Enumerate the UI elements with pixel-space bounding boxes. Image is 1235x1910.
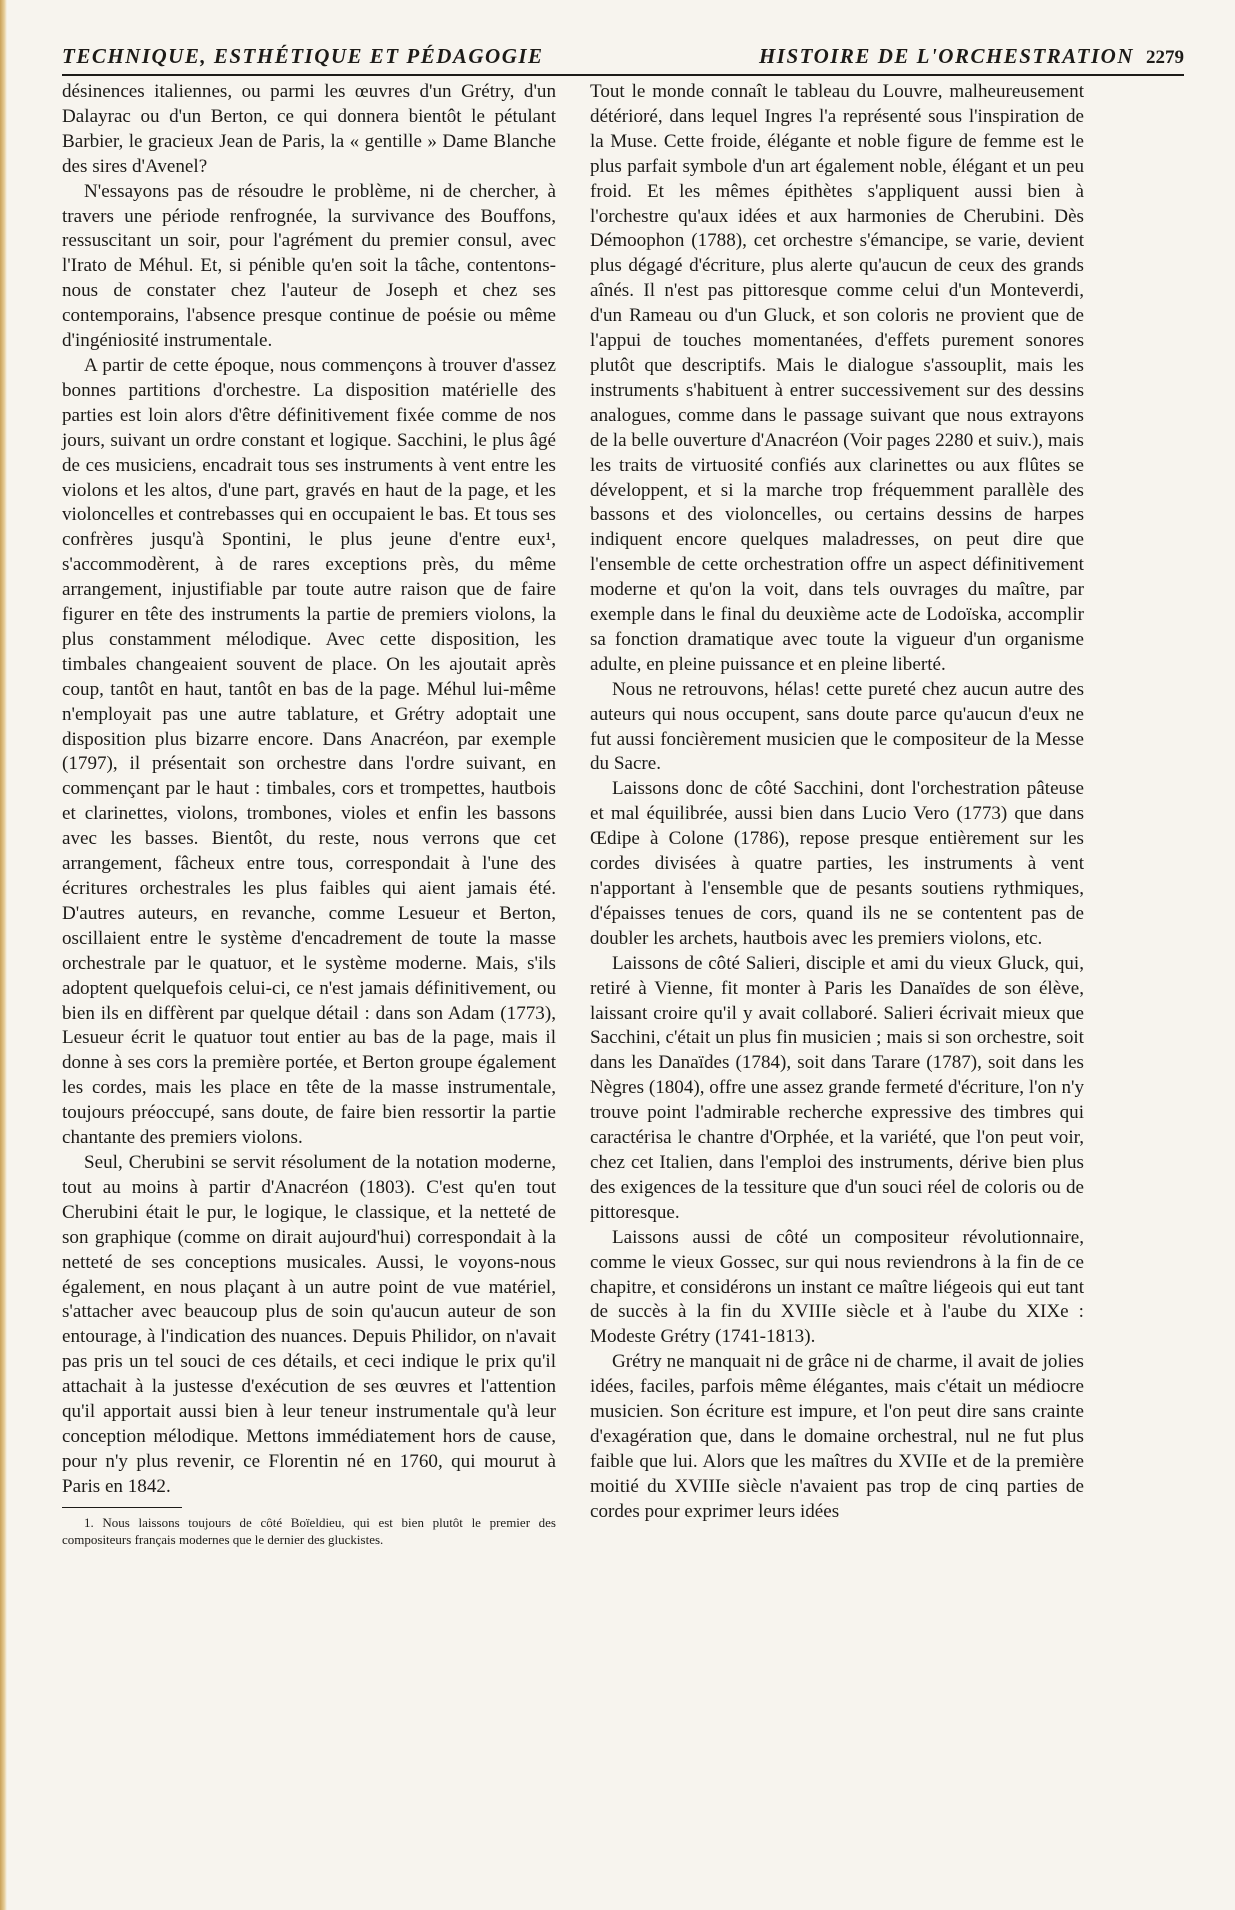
paragraph: Laissons aussi de côté un compositeur révolutionnaire, comme le vieux Gossec, sur qui nous reviendrons à la fin de ce chapitre, et considérons un instant ce maître liégeois qui eut tant de succès à la fin du XVIIIe siècle et à l'aube du XIXe : Modeste Grétry (1741-1813). bbox=[590, 1226, 1084, 1348]
paragraph: Seul, Cherubini se servit résolument de la notation moderne, tout au moins à partir d'Anacréon (1803). C'est qu'en tout Cherubini était le pur, le logique, le classique, et la netteté de son graphique (comme on dirait aujourd'hui) correspondait à la netteté de ses conceptions musicales. Aussi, le voyons-nous également, en nous plaçant à un autre point de vue matériel, s'attacher avec beaucoup plus de soin qu'aucun auteur de son entourage, à l'indication des nuances. Depuis Philidor, on n'avait pas pris un tel souci de ces détails, et ceci indique le prix qu'il attachait à la justesse d'exécution de ses œuvres et l'attention qu'il apportait aussi bien à leur teneur instrumentale qu'à leur conception mélodique. Mettons immédiatement hors de cause, pour n'y plus revenir, ce Florentin né en 1760, qui mourut à Paris en 1842. bbox=[62, 1151, 556, 1497]
page-edge bbox=[0, 0, 7, 1910]
paragraph: Nous ne retrouvons, hélas! cette pureté chez aucun autre des auteurs qui nous occupent, sans doute parce qu'aucun d'eux ne fut aussi foncièrement musicien que le compositeur de la Messe du Sacre. bbox=[590, 678, 1084, 775]
header-left-title: TECHNIQUE, ESTHÉTIQUE ET PÉDAGOGIE bbox=[62, 44, 544, 68]
running-header bbox=[62, 44, 1184, 76]
paragraph: désinences italiennes, ou parmi les œuvres d'un Grétry, d'un Dalayrac ou d'un Berton, ce qui donnera bientôt le pétulant Barbier, le gracieux Jean de Paris, la « gentille » Dame Blanche des sires d'Avenel? bbox=[62, 81, 556, 177]
header-right bbox=[759, 44, 1184, 69]
header-right-title: HISTOIRE DE L'ORCHESTRATION bbox=[758, 44, 1134, 68]
footnote: 1. Nous laissons toujours de côté Boïeldieu, qui est bien plutôt le premier des compositeurs français modernes que le dernier des gluckistes. bbox=[62, 1514, 556, 1547]
paragraph: Tout le monde connaît le tableau du Louvre, malheureusement détérioré, dans lequel Ingres l'a représenté sous l'inspiration de la Muse. Cette froide, élégante et noble figure de femme est le plus parfait symbole d'un art également noble, élégant et un peu froid. Et les mêmes épithètes s'appliquent aussi bien à l'orchestre qu'aux idées et aux harmonies de Cherubini. Dès Démoophon (1788), cet orchestre s'émancipe, se varie, devient plus dégagé d'écriture, plus alerte qu'aucun de ceux des grands aînés. Il n'est pas pittoresque comme celui d'un Monteverdi, d'un Rameau ou d'un Gluck, et son coloris ne provient que de l'appui de touches momentanées, d'effets purement sonores plutôt que descriptifs. Mais le dialogue s'assouplit, mais les instruments s'habituent à entrer successivement sur des dessins analogues, comme dans le passage suivant que nous extrayons de la belle ouverture d'Anacréon (Voir pages 2280 et suiv.), mais les traits de virtuosité confiés aux clarinettes ou aux flûtes se développent, et si la marche trop fréquemment parallèle des bassons et des violoncelles, ou certains dessins de harpes indiquent encore quelques maladresses, on peut dire que l'ensemble de cette orchestration offre un aspect définitivement moderne et qu'on la voit, dans tels ouvrages du maître, par exemple dans le final du deuxième acte de Lodoïska, accomplir sa fonction dramatique avec toute la vigueur d'un organisme adulte, en pleine puissance et en pleine liberté. bbox=[590, 81, 1084, 675]
left-column bbox=[62, 80, 556, 1548]
footnote-divider bbox=[62, 1507, 182, 1508]
paragraph: Laissons donc de côté Sacchini, dont l'orchestration pâteuse et mal équilibrée, aussi bien dans Lucio Vero (1773) que dans Œdipe à Colone (1786), repose presque entièrement sur les cordes divisées à quatre parties, les instruments à vent n'apportant à l'ensemble que de pesants soutiens rythmiques, d'épaisses tenues de cors, quand ils ne se contentent pas de doubler les archets, hautbois avec les premiers violons, etc. bbox=[590, 778, 1084, 949]
paragraph: N'essayons pas de résoudre le problème, ni de chercher, à travers une période renfrognée, la survivance des Bouffons, ressuscitant un soir, pour l'agrément du premier consul, avec l'Irato de Méhul. Et, si pénible qu'en soit la tâche, contentons-nous de constater chez l'auteur de Joseph et chez ses contemporains, l'absence presque continue de poésie ou même d'ingéniosité instrumentale. bbox=[62, 180, 556, 352]
right-column bbox=[590, 80, 1084, 1525]
paragraph: Laissons de côté Salieri, disciple et ami du vieux Gluck, qui, retiré à Vienne, fit monter à Paris les Danaïdes de son élève, laissant croire qu'il y avait collaboré. Salieri écrivait mieux que Sacchini, c'était un plus fin musicien ; mais si son orchestre, soit dans les Danaïdes (1784), soit dans Tarare (1787), soit dans les Nègres (1804), offre une assez grande fermeté d'écriture, l'on n'y trouve point l'admirable recherche expressive des timbres qui caractérisa le chantre d'Orphée, et la variété, que l'on peut voir, chez cet Italien, dans l'emploi des instruments, dérive bien plus des exigences de la tessiture que d'un souci réel de coloris ou de pittoresque. bbox=[590, 952, 1084, 1223]
paragraph: A partir de cette époque, nous commençons à trouver d'assez bonnes partitions d'orchestre. La disposition matérielle des parties est loin alors d'être définitivement fixée comme de nos jours, suivant un ordre constant et logique. Sacchini, le plus âgé de ces musiciens, encadrait tous ses instruments à vent entre les violons et les altos, d'une part, gravés en haut de la page, et les violoncelles et contrebasses qui en occupaient le bas. Et tous ses confrères jusqu'à Spontini, le plus jeune d'entre eux¹, s'accommodèrent, à de rares exceptions près, du même arrangement, injustifiable par toute autre raison que de faire figurer en tête des instruments la partie de premiers violons, la plus constamment mélodique. Avec cette disposition, les timbales changeaient souvent de place. On les ajoutait après coup, tantôt en haut, tantôt en bas de la page. Méhul lui-même n'employait pas une autre tablature, et Grétry adoptait une disposition plus bizarre encore. Dans Anacréon, par exemple (1797), il présentait son orchestre dans l'ordre suivant, en commençant par le haut : timbales, cors et trompettes, hautbois et clarinettes, violons, trombones, violes et enfin les bassons avec les basses. Bientôt, du reste, nous verrons que cet arrangement, fâcheux entre tous, correspondait à l'une des écritures orchestrales les plus faibles qui aient jamais été. D'autres auteurs, en revanche, comme Lesueur et Berton, oscillaient entre le système d'encadrement de toute la masse orchestrale par le quatuor, et le système moderne. Mais, s'ils adoptent quelquefois celui-ci, ce n'est jamais définitivement, ou bien ils en diffèrent par quelque détail : dans son Adam (1773), Lesueur écrit le quatuor tout entier au bas de la page, mais il donne à ses cors la première portée, et Berton groupe également les cordes, mais les place en tête de la masse instrumentale, toujours préoccupé, sans doute, de faire bien ressortir la partie chantante des premiers violons. bbox=[62, 354, 556, 1149]
page-number: 2279 bbox=[1146, 47, 1184, 68]
paragraph: Grétry ne manquait ni de grâce ni de charme, il avait de jolies idées, faciles, parfois même élégantes, mais c'était un médiocre musicien. Son écriture est impure, et l'on peut dire sans crainte d'exagération que, dans le domaine orchestral, nul ne fut plus faible que lui. Alors que les maîtres du XVIIe et de la première moitié du XVIIIe siècle n'avaient pas trop de cinq parties de cordes pour exprimer leurs idées bbox=[590, 1351, 1084, 1522]
